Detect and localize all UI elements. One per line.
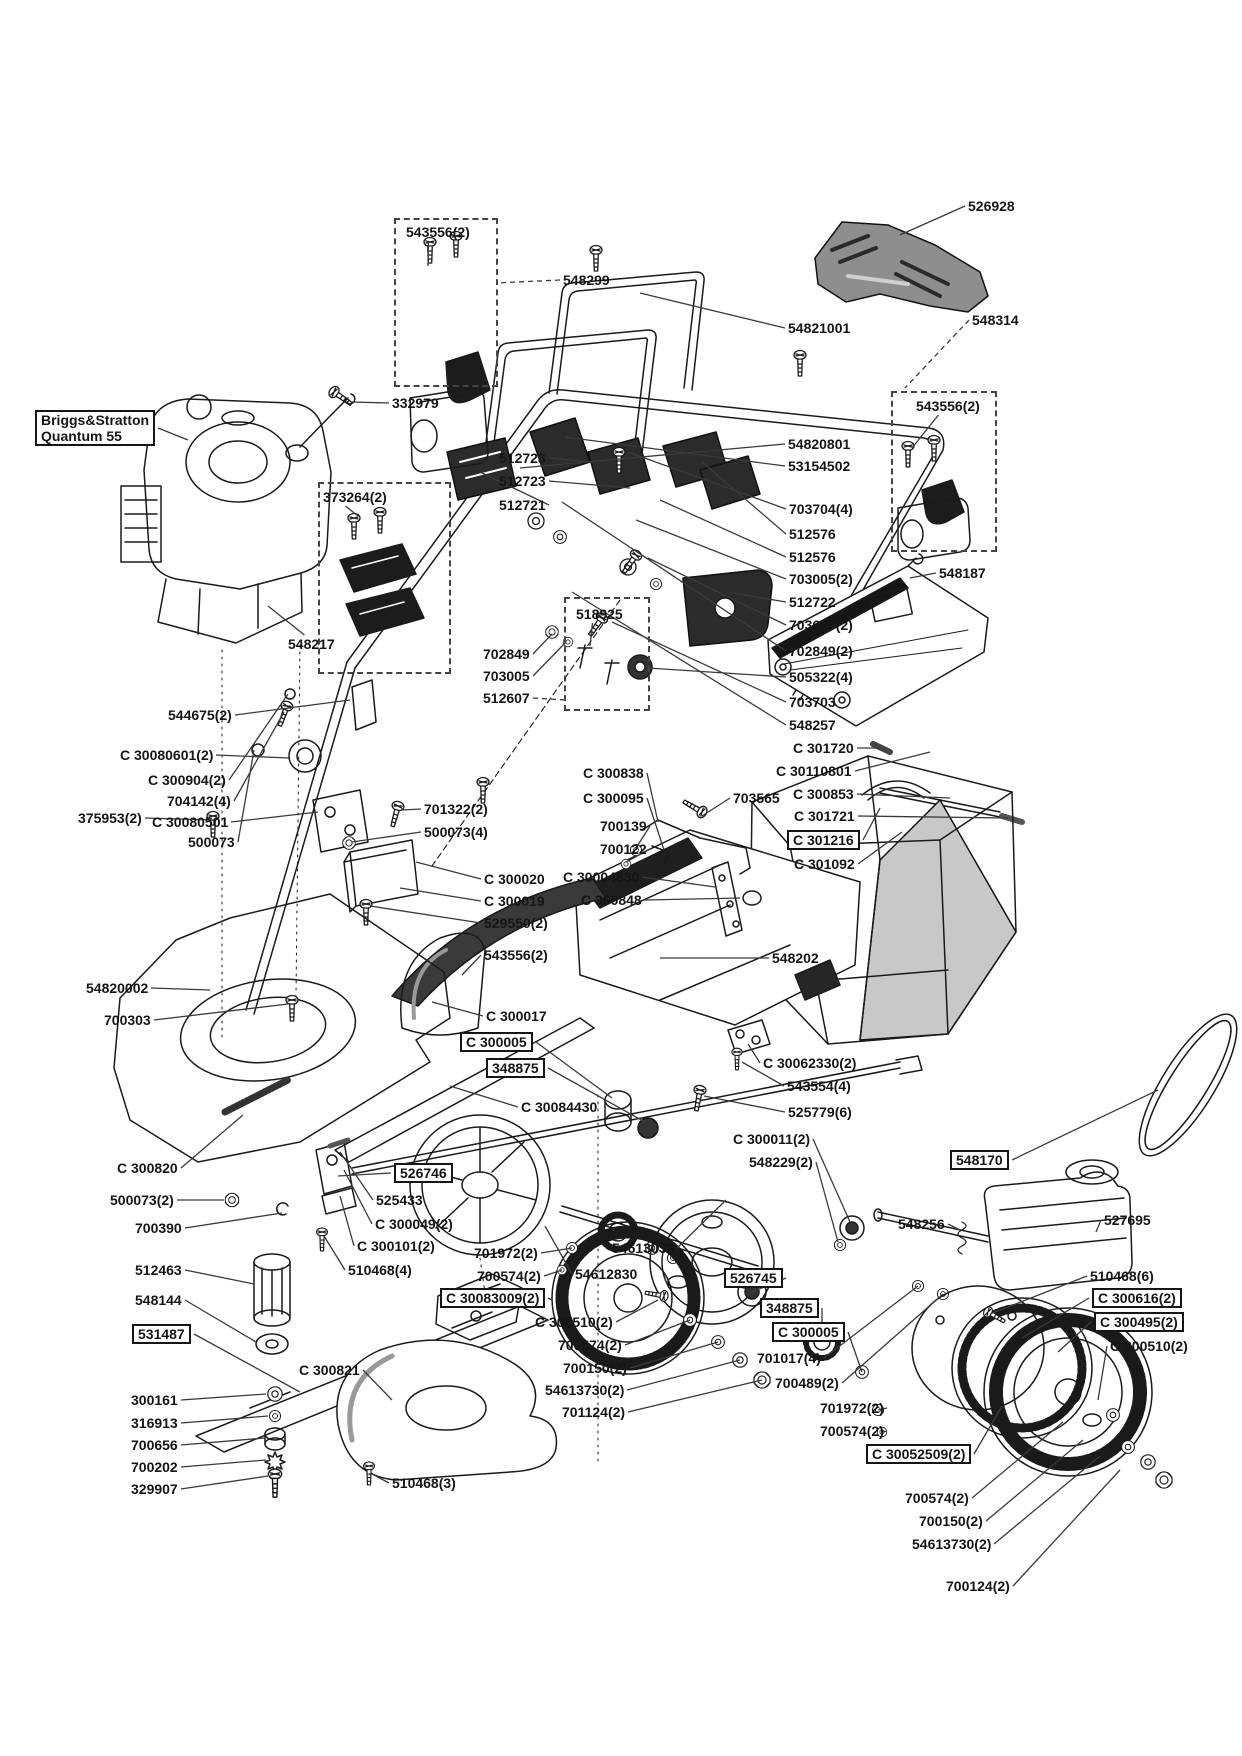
- part-label: 526745: [724, 1268, 783, 1288]
- part-label: 548144: [135, 1292, 182, 1308]
- part-label: 548202: [772, 950, 819, 966]
- part-label: C 30080601(2): [120, 747, 214, 763]
- part-label: 348875: [486, 1058, 545, 1078]
- part-label: C 300101(2): [357, 1238, 435, 1254]
- part-label: 510468(3): [392, 1475, 456, 1491]
- part-label: 703704(4): [789, 501, 853, 517]
- part-label: 703005: [483, 668, 530, 684]
- part-label: 500073(4): [424, 824, 488, 840]
- part-label: 700574(2): [820, 1423, 884, 1439]
- part-label: 702849: [483, 646, 530, 662]
- part-label: 700390: [135, 1220, 182, 1236]
- part-label: C 301092: [794, 856, 855, 872]
- part-label: 548229(2): [749, 1154, 813, 1170]
- part-label: 54821001: [788, 320, 851, 336]
- part-label: C 300838: [583, 765, 644, 781]
- part-label: 703565: [733, 790, 780, 806]
- part-label: 54613730(2): [545, 1382, 625, 1398]
- part-label: 701017(4): [757, 1350, 821, 1366]
- part-label: 700124(2): [946, 1578, 1010, 1594]
- part-label: 700122: [600, 841, 647, 857]
- part-label: 512463: [135, 1262, 182, 1278]
- part-label: 702849(2): [789, 643, 853, 659]
- part-label: 703703: [789, 694, 836, 710]
- group-box: [394, 218, 498, 387]
- part-label: 548314: [972, 312, 1019, 328]
- part-label: C 300616(2): [1092, 1288, 1182, 1308]
- part-label: C 300510(2): [535, 1314, 613, 1330]
- part-label: 526928: [968, 198, 1015, 214]
- part-label: 54613730(2): [912, 1536, 992, 1552]
- part-label: 527695: [1104, 1212, 1151, 1228]
- part-label: 512576: [789, 549, 836, 565]
- part-label: 548187: [939, 565, 986, 581]
- part-label: 500073(2): [110, 1192, 174, 1208]
- part-label: 525779(6): [788, 1104, 852, 1120]
- part-label: 700139: [600, 818, 647, 834]
- part-label: 704142(4): [167, 793, 231, 809]
- part-label: 373264(2): [323, 489, 387, 505]
- part-label: 375953(2): [78, 810, 142, 826]
- part-label: C 300853: [793, 786, 854, 802]
- part-label: 512722: [789, 594, 836, 610]
- part-label: C 30080501: [152, 814, 229, 830]
- part-label: C 301721: [794, 808, 855, 824]
- part-label: 300161: [131, 1392, 178, 1408]
- part-label: 54820002: [86, 980, 149, 996]
- part-label: C 300848: [581, 892, 642, 908]
- part-label: 700656: [131, 1437, 178, 1453]
- part-label: 548256: [898, 1216, 945, 1232]
- part-label: 543556(2): [916, 398, 980, 414]
- part-label: 548257: [789, 717, 836, 733]
- part-label: 548170: [950, 1150, 1009, 1170]
- part-label: 512723: [499, 473, 546, 489]
- part-label: 701124(2): [562, 1404, 626, 1420]
- part-label: 512723: [499, 450, 546, 466]
- part-label: C 300011(2): [733, 1131, 811, 1147]
- part-label: C 300495(2): [1094, 1312, 1184, 1332]
- part-label: C 300019: [484, 893, 545, 909]
- part-label: C 30110801: [776, 763, 852, 779]
- part-label: C 300005: [772, 1322, 845, 1342]
- part-label: 701972(2): [820, 1400, 884, 1416]
- group-box: [891, 391, 997, 552]
- part-label: Briggs&Stratton Quantum 55: [35, 410, 155, 446]
- part-label: 548217: [288, 636, 335, 652]
- part-label: 548299: [563, 272, 610, 288]
- part-label: 512721: [499, 497, 546, 513]
- part-label: 53154502: [788, 458, 851, 474]
- part-label: C 300017: [486, 1008, 547, 1024]
- part-label: C 301720: [793, 740, 854, 756]
- part-label: 543554(4): [787, 1078, 851, 1094]
- part-label: C 30004830: [563, 869, 640, 885]
- part-label: C 300049(2): [375, 1216, 453, 1232]
- part-label: 332979: [392, 395, 439, 411]
- part-label: 700574(2): [558, 1337, 622, 1353]
- part-label: C 300020: [484, 871, 545, 887]
- part-label: 700150(2): [563, 1360, 627, 1376]
- part-label: 54820801: [788, 436, 851, 452]
- part-label: 529550(2): [484, 915, 548, 931]
- part-label: C 300821: [299, 1362, 360, 1378]
- part-label: 701972(2): [474, 1245, 538, 1261]
- part-label: 700574(2): [905, 1490, 969, 1506]
- part-label: 700202: [131, 1459, 178, 1475]
- part-label: C 300904(2): [148, 772, 226, 788]
- part-label: 329907: [131, 1481, 178, 1497]
- part-label: 510468(4): [348, 1262, 412, 1278]
- part-label: 703005(2): [789, 571, 853, 587]
- part-label: 512607: [483, 690, 530, 706]
- part-label: 348875: [760, 1298, 819, 1318]
- part-label: C 301216: [787, 830, 860, 850]
- part-label: C 30062330(2): [763, 1055, 857, 1071]
- part-label: 316913: [131, 1415, 178, 1431]
- part-label: C 30083009(2): [440, 1288, 545, 1308]
- part-label: 500073: [188, 834, 235, 850]
- part-label: C 30052509(2): [866, 1444, 971, 1464]
- part-label: 525433: [376, 1192, 423, 1208]
- part-label: 54612830: [575, 1266, 638, 1282]
- part-label: 700574(2): [477, 1268, 541, 1284]
- part-label: 531487: [132, 1324, 191, 1344]
- part-label: C 300820: [117, 1160, 178, 1176]
- part-label: 543556(2): [406, 224, 470, 240]
- part-label: 544675(2): [168, 707, 232, 723]
- part-label: 505322(4): [789, 669, 853, 685]
- part-label: 700489(2): [775, 1375, 839, 1391]
- part-label: C 300510(2): [1110, 1338, 1188, 1354]
- part-label: 700150(2): [919, 1513, 983, 1529]
- part-label: 543556(2): [484, 947, 548, 963]
- part-label: 512576: [789, 526, 836, 542]
- part-label: 700303: [104, 1012, 151, 1028]
- part-label: 526746: [394, 1163, 453, 1183]
- part-label: 703697(2): [789, 617, 853, 633]
- group-box: [318, 482, 451, 674]
- part-label: 518925: [576, 606, 623, 622]
- part-label: C 300005: [460, 1032, 533, 1052]
- part-label: 54613030: [612, 1240, 675, 1256]
- part-label: C 300095: [583, 790, 644, 806]
- part-label: 701322(2): [424, 801, 488, 817]
- part-label: C 30084430: [521, 1099, 598, 1115]
- part-label: 510468(6): [1090, 1268, 1154, 1284]
